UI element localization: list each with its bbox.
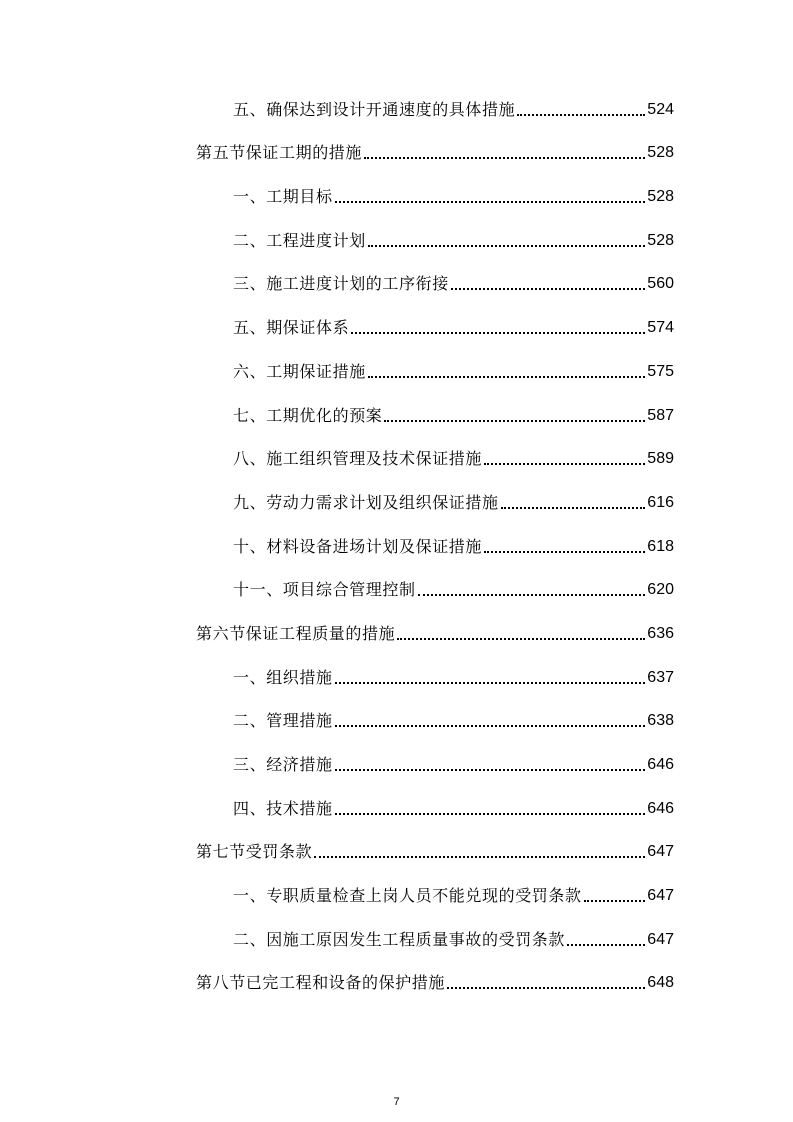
toc-entry-title: 二、管理措施 (233, 711, 333, 731)
toc-dot-leader (484, 463, 645, 465)
toc-entry-page: 528 (647, 231, 674, 249)
toc-entry-title: 第八节已完工程和设备的保护措施 (196, 973, 446, 993)
toc-entry-title: 四、技术措施 (233, 798, 333, 818)
toc-entry[interactable] (196, 787, 674, 831)
toc-entry-page: 647 (647, 843, 674, 861)
toc-dot-leader (484, 551, 645, 553)
toc-dot-leader (335, 813, 646, 815)
toc-entry-page: 618 (647, 537, 674, 555)
toc-entry-page: 589 (647, 450, 674, 468)
toc-dot-leader (451, 288, 645, 290)
toc-entry-title: 九、劳动力需求计划及组织保证措施 (233, 492, 499, 512)
toc-dot-leader (368, 376, 645, 378)
toc-entry-page: 636 (647, 624, 674, 642)
toc-entry[interactable] (196, 175, 674, 219)
toc-entry[interactable] (196, 438, 674, 482)
toc-entry[interactable] (196, 525, 674, 569)
toc-entry[interactable] (196, 219, 674, 263)
toc-entry-title: 一、工期目标 (233, 187, 333, 207)
toc-entry-title: 一、专职质量检查上岗人员不能兑现的受罚条款 (233, 886, 582, 906)
toc-entry-title: 十一、项目综合管理控制 (233, 580, 416, 600)
toc-entry[interactable] (196, 350, 674, 394)
toc-entry-title: 八、施工组织管理及技术保证措施 (233, 449, 483, 469)
toc-entry[interactable] (196, 394, 674, 438)
toc-entry-page: 528 (647, 144, 674, 162)
toc-entry[interactable] (196, 612, 674, 656)
toc-entry-title: 三、经济措施 (233, 755, 333, 774)
toc-entry-title: 十、材料设备进场计划及保证措施 (233, 536, 483, 556)
toc-entry[interactable] (196, 132, 674, 176)
toc-dot-leader (364, 157, 645, 159)
toc-entry-title: 五、期保证体系 (233, 318, 350, 338)
toc-entry-page: 587 (647, 406, 674, 424)
toc-entry[interactable] (196, 656, 674, 700)
toc-entry-page: 560 (647, 275, 674, 293)
toc-entry-page: 575 (647, 362, 674, 380)
toc-entry-title: 二、工程进度计划 (233, 230, 366, 250)
toc-dot-leader (517, 114, 645, 116)
toc-entry-title: 第五节保证工期的措施 (196, 143, 363, 163)
toc-dot-leader (447, 987, 645, 989)
toc-dot-leader (335, 201, 646, 203)
toc-entry[interactable] (196, 743, 674, 787)
toc-dot-leader (418, 594, 646, 596)
toc-dot-leader (584, 900, 646, 902)
toc-entry[interactable] (196, 88, 674, 132)
toc-dot-leader (567, 944, 645, 946)
toc-dot-leader (335, 769, 646, 771)
toc-entry-page: 524 (647, 100, 674, 118)
toc-entry-page: 648 (647, 974, 674, 992)
toc-entry-page: 616 (647, 493, 674, 511)
toc-entry-page: 638 (647, 712, 674, 730)
toc-entry-page: 528 (647, 188, 674, 206)
page-number: 7 (393, 1096, 400, 1108)
toc-entry-title: 二、因施工原因发生工程质量事故的受罚条款 (233, 929, 566, 949)
toc-dot-leader (351, 332, 645, 334)
toc-entry[interactable] (196, 263, 674, 307)
toc-dot-leader (314, 856, 645, 858)
toc-entry-page: 647 (647, 887, 674, 905)
toc-entry-page: 574 (647, 319, 674, 337)
toc-entry-page: 646 (647, 799, 674, 817)
toc-entry[interactable] (196, 306, 674, 350)
toc-entry-page: 637 (647, 668, 674, 686)
toc-entry-title: 第七节受罚条款 (196, 842, 313, 862)
toc-entry[interactable] (196, 569, 674, 613)
toc-entry-title: 第六节保证工程质量的措施 (196, 623, 396, 643)
toc-entry-title: 六、工期保证措施 (233, 361, 366, 381)
toc-dot-leader (335, 682, 646, 684)
toc-entry[interactable] (196, 874, 674, 918)
toc-dot-leader (501, 507, 646, 509)
toc-entry[interactable] (196, 962, 674, 1006)
toc-entry[interactable] (196, 700, 674, 744)
toc-entry[interactable] (196, 918, 674, 962)
toc-entry-page: 646 (647, 756, 674, 773)
toc-dot-leader (335, 725, 646, 727)
toc-entry-page: 620 (647, 581, 674, 599)
toc-entry-title: 一、组织措施 (233, 667, 333, 687)
toc-entry-title: 七、工期优化的预案 (233, 405, 383, 425)
toc-dot-leader (397, 638, 645, 640)
table-of-contents (196, 88, 674, 1005)
toc-entry[interactable] (196, 831, 674, 875)
toc-entry-title: 五、确保达到设计开通速度的具体措施 (233, 99, 516, 119)
toc-entry[interactable] (196, 481, 674, 525)
toc-entry-page: 647 (647, 930, 674, 948)
toc-dot-leader (384, 420, 645, 422)
toc-entry-title: 三、施工进度计划的工序衔接 (233, 274, 449, 294)
toc-dot-leader (368, 245, 645, 247)
